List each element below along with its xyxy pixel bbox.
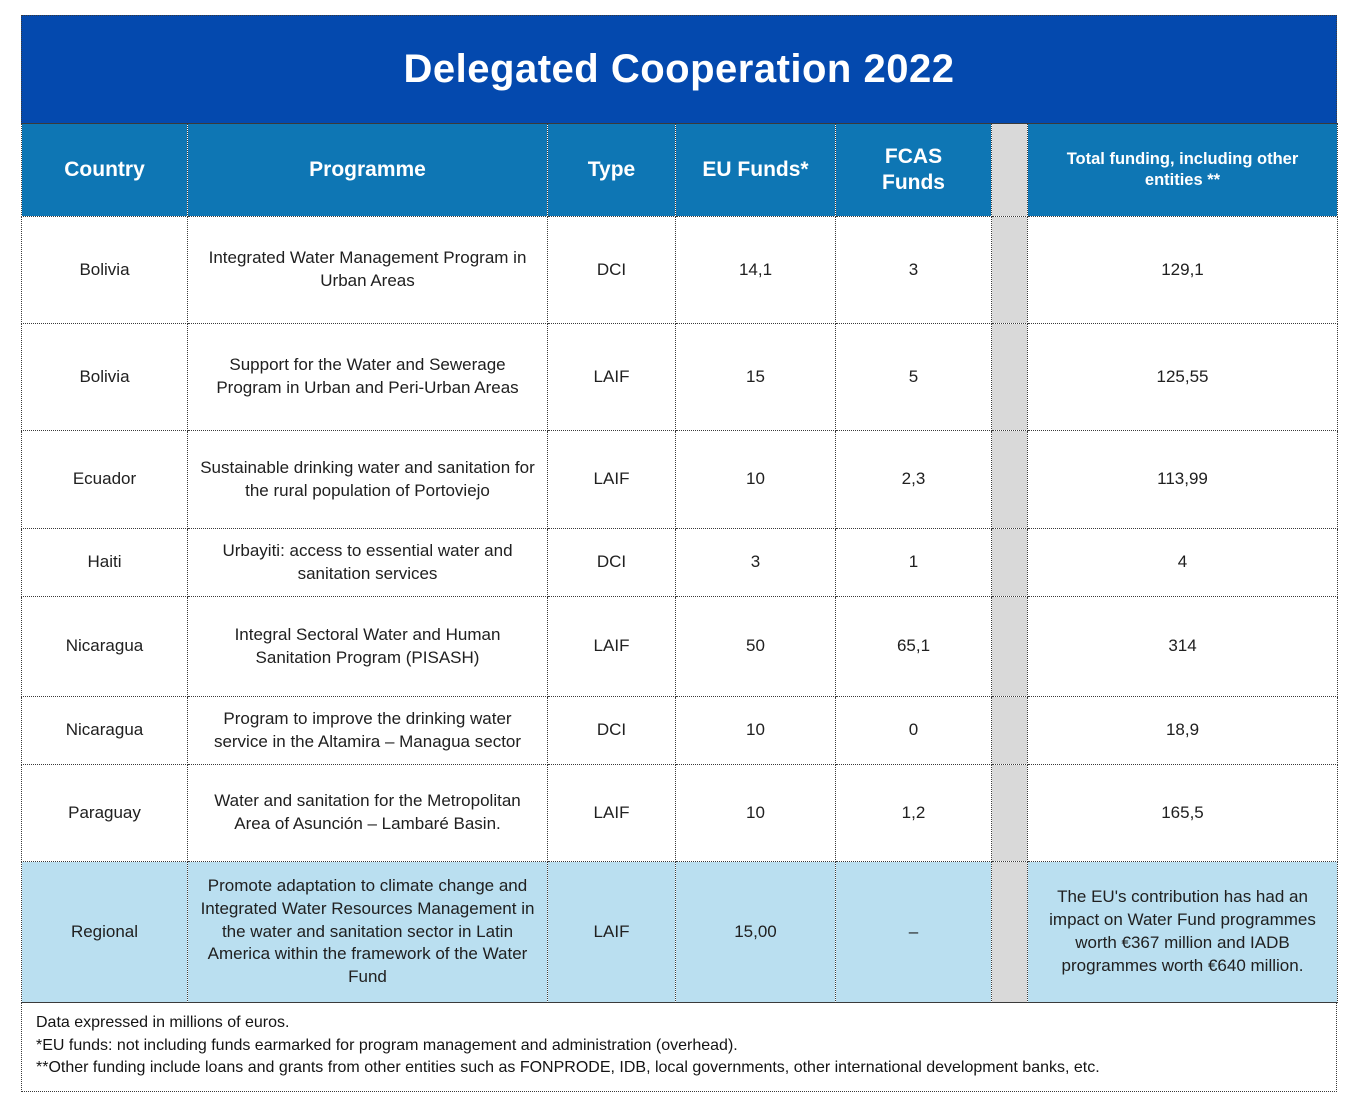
footnote-line: **Other funding include loans and grants from other entities such as FONPRODE, IDB, local governments, other international development banks, etc. (36, 1059, 1100, 1077)
spacer-cell (992, 597, 1028, 697)
cell-eu-funds: 15 (676, 324, 836, 431)
cell-total: 113,99 (1028, 431, 1338, 529)
cell-type: DCI (548, 217, 676, 324)
cell-programme: Sustainable drinking water and sanitation for the rural population of Portoviejo (188, 431, 548, 529)
cell-fcas-funds: 5 (836, 324, 992, 431)
cell-type: LAIF (548, 765, 676, 862)
page-title: Delegated Cooperation 2022 (403, 47, 955, 91)
cell-eu-funds: 10 (676, 697, 836, 765)
spacer-cell (992, 431, 1028, 529)
cell-country: Regional (22, 862, 188, 1003)
cell-fcas-funds: 2,3 (836, 431, 992, 529)
cell-programme: Integrated Water Management Program in Urban Areas (188, 217, 548, 324)
column-header-fcas-funds (836, 124, 992, 217)
cell-country: Nicaragua (22, 697, 188, 765)
table-row (22, 217, 1338, 324)
cell-country: Bolivia (22, 217, 188, 324)
spacer-cell (992, 217, 1028, 324)
cell-total: 4 (1028, 529, 1338, 597)
cell-eu-funds: 14,1 (676, 217, 836, 324)
column-header-total-funding: Total funding, including other entities ** (1028, 124, 1338, 217)
footnotes-box (21, 1002, 1337, 1092)
footnote-line: *EU funds: not including funds earmarked for program management and administration (overhead). (36, 1036, 738, 1054)
cell-total: 125,55 (1028, 324, 1338, 431)
cell-fcas-funds: 1 (836, 529, 992, 597)
spacer-cell (992, 765, 1028, 862)
cell-programme: Integral Sectoral Water and Human Sanitation Program (PISASH) (188, 597, 548, 697)
spacer-cell (992, 324, 1028, 431)
cell-programme: Support for the Water and Sewerage Program in Urban and Peri-Urban Areas (188, 324, 548, 431)
title-banner (21, 15, 1337, 124)
table-row (22, 765, 1338, 862)
cell-programme: Urbayiti: access to essential water and sanitation services (188, 529, 548, 597)
table-row (22, 529, 1338, 597)
column-header-eu-funds: EU Funds* (676, 124, 836, 217)
cell-country: Haiti (22, 529, 188, 597)
cell-total: 129,1 (1028, 217, 1338, 324)
cell-country: Ecuador (22, 431, 188, 529)
cell-country: Nicaragua (22, 597, 188, 697)
cell-fcas-funds: 0 (836, 697, 992, 765)
cell-eu-funds: 3 (676, 529, 836, 597)
table-row-regional (22, 862, 1338, 1003)
cell-type: LAIF (548, 324, 676, 431)
table-row (22, 431, 1338, 529)
spacer-cell (992, 697, 1028, 765)
cell-programme: Promote adaptation to climate change and Integrated Water Resources Management in the water and sanitation sector in Latin America within the framework of the Water Fund (188, 862, 548, 1003)
cell-total: 18,9 (1028, 697, 1338, 765)
cell-type: LAIF (548, 431, 676, 529)
column-header-type: Type (548, 124, 676, 217)
cell-country: Paraguay (22, 765, 188, 862)
table-figure (21, 15, 1337, 1092)
cell-type: DCI (548, 529, 676, 597)
fcas-header-label: FCAS Funds (882, 144, 945, 194)
cell-fcas-funds: – (836, 862, 992, 1003)
cell-fcas-funds: 65,1 (836, 597, 992, 697)
cell-type: DCI (548, 697, 676, 765)
cell-type: LAIF (548, 597, 676, 697)
footnote-line: Data expressed in millions of euros. (36, 1014, 290, 1031)
spacer-cell (992, 529, 1028, 597)
column-header-country: Country (22, 124, 188, 217)
table-row (22, 324, 1338, 431)
cell-country: Bolivia (22, 324, 188, 431)
header-row (22, 124, 1338, 217)
cell-programme: Water and sanitation for the Metropolitan Area of Asunción – Lambaré Basin. (188, 765, 548, 862)
cell-eu-funds: 10 (676, 431, 836, 529)
table-row (22, 697, 1338, 765)
cell-eu-funds: 50 (676, 597, 836, 697)
cell-eu-funds: 10 (676, 765, 836, 862)
cell-programme: Program to improve the drinking water service in the Altamira – Managua sector (188, 697, 548, 765)
table-row (22, 597, 1338, 697)
cell-fcas-funds: 3 (836, 217, 992, 324)
spacer-column (992, 124, 1028, 217)
cell-total: 165,5 (1028, 765, 1338, 862)
funding-table (21, 123, 1338, 1003)
cell-fcas-funds: 1,2 (836, 765, 992, 862)
column-header-programme: Programme (188, 124, 548, 217)
cell-total: 314 (1028, 597, 1338, 697)
cell-type: LAIF (548, 862, 676, 1003)
cell-total: The EU's contribution has had an impact on Water Fund programmes worth €367 million and IADB programmes worth €640 million. (1028, 862, 1338, 1003)
spacer-cell (992, 862, 1028, 1003)
cell-eu-funds: 15,00 (676, 862, 836, 1003)
